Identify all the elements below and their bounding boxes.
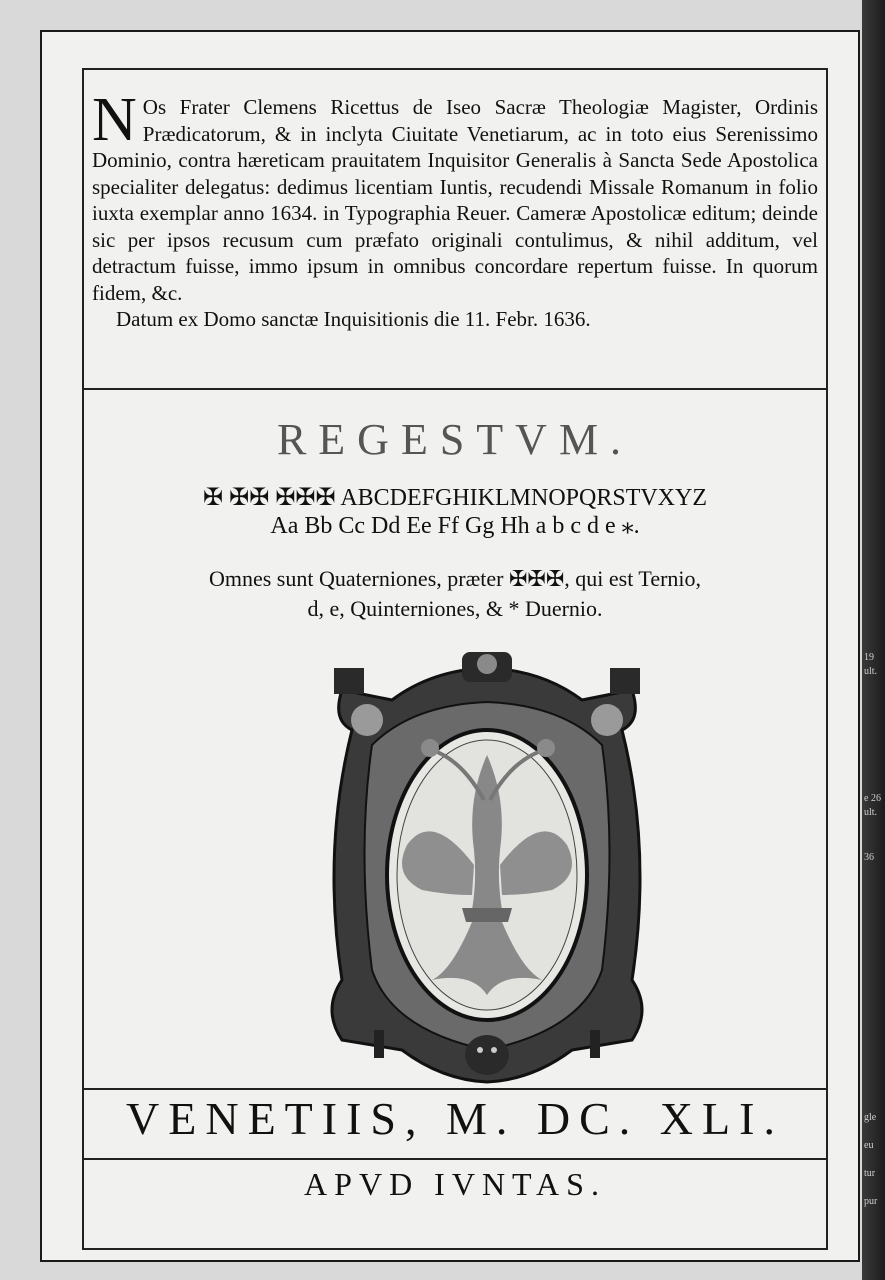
signature-line-1: ✠ ✠✠ ✠✠✠ ABCDEFGHIKLMNOPQRSTVXYZ (202, 485, 708, 511)
privilege-date: Datum ex Domo sanctæ Inquisitionis die 11. Febr. 1636. (116, 307, 591, 331)
edge-fragment-text: gle (864, 1112, 877, 1123)
divider-rule (84, 1088, 826, 1090)
imprint-printer: APVD IVNTAS. (304, 1166, 606, 1202)
edge-fragment-text: pur (864, 1196, 878, 1207)
inquisition-privilege (92, 86, 818, 333)
edge-fragment-text: 36 (864, 852, 874, 863)
imprint-city-date: VENETIIS, M. DC. XLI. (126, 1093, 784, 1144)
edge-fragment-text: ult. (864, 807, 878, 818)
divider-rule (84, 1158, 826, 1160)
adjacent-page-edge (862, 0, 885, 1280)
book-page (40, 30, 860, 1262)
collation-note-line-1: Omnes sunt Quaterniones, præter ✠✠✠, qui est Ternio, (208, 566, 702, 591)
register-title: REGESTVM. (276, 415, 634, 464)
edge-fragment-text: eu (864, 1140, 874, 1151)
collation-note (84, 564, 826, 624)
privilege-text: Os Frater Clemens Ricettus de Iseo Sacræ Theologiæ Magister, Ordinis Prædicatorum, & in inclyta Ciuitate Venetiarum, ac in toto eius Serenissimo Dominio, contra hæreticam prauitatem Inquisitor Generalis à Sancta Sede Apostolica specialiter delegatus: dedimus licentiam Iuntis, recudendi Missale Romanum in folio iuxta exemplar anno 1634. in Typographia Reuer. Cameræ Apostolicæ editum; deinde sic per ipsos recusum cum præfato originali contulimus, & nihil additum, vel detractum fuisse, immo ipsum in omnibus concordare repertum fuisse. In quorum fidem, &c. (92, 95, 818, 305)
page-frame (82, 68, 828, 1250)
signature-line-2: Aa Bb Cc Dd Ee Ff Gg Hh a b c d e ⁎. (270, 513, 640, 539)
divider-rule (84, 388, 826, 390)
signature-register (84, 484, 826, 540)
edge-fragment-text: e 26 (864, 793, 881, 804)
edge-fragment-text: 19 (864, 652, 874, 663)
giunti-fleur-de-lis-printer-device-icon (312, 650, 662, 1090)
edge-fragment-text: tur (864, 1168, 876, 1179)
drop-capital: N (92, 86, 137, 154)
edge-fragment-text: ult. (864, 666, 878, 677)
collation-note-line-2: d, e, Quinterniones, & * Duernio. (307, 596, 603, 621)
